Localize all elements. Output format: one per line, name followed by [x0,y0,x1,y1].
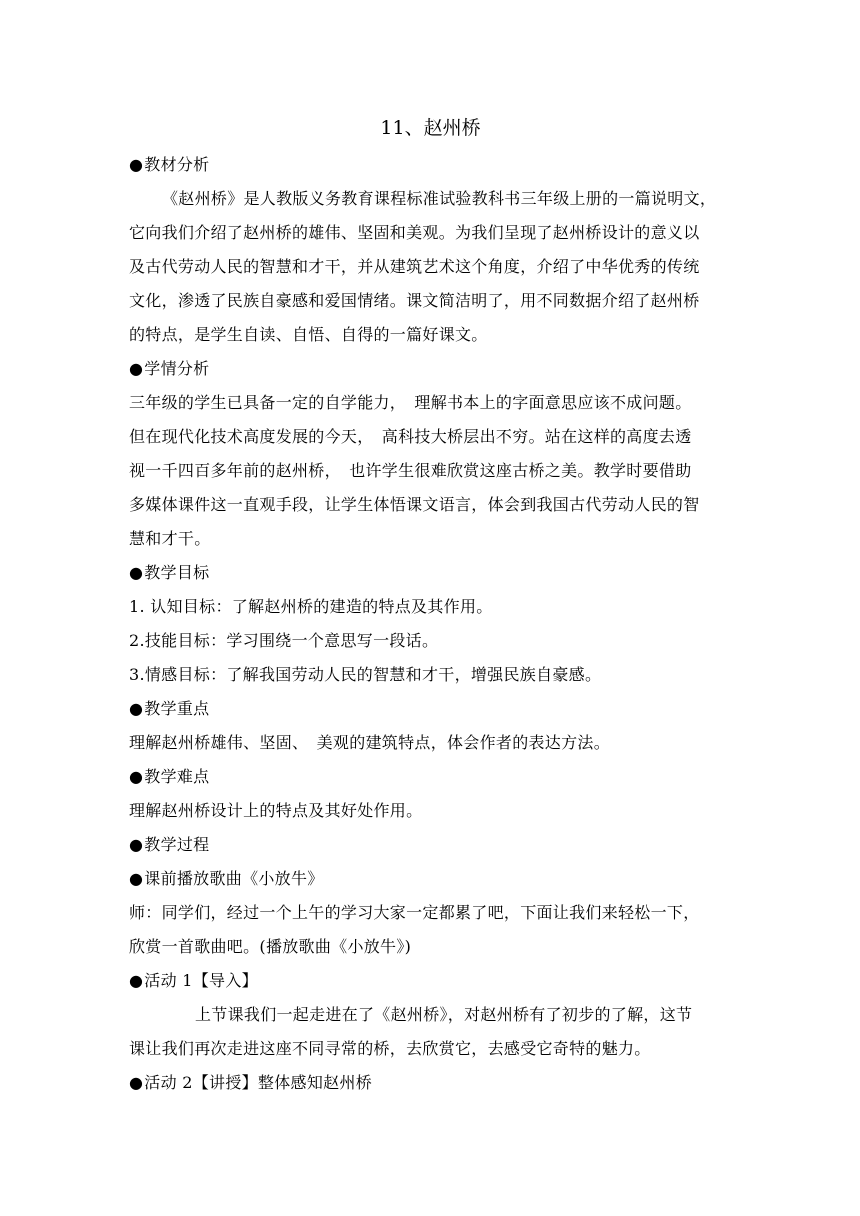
paragraph-line: 但在现代化技术高度发展的今天， 高科技大桥层出不穷。站在这样的高度去透 [129,427,692,446]
paragraph-line: 理解赵州桥雄伟、坚固、 美观的建筑特点，体会作者的表达方法。 [129,733,611,752]
section-heading-goals: ●教学目标 [129,563,210,582]
bullet-icon: ● [129,869,144,888]
paragraph-line: 上节课我们一起走进在了《赵州桥》，对赵州桥有了初步的了解，这节 [195,1005,693,1024]
list-item: 3.情感目标：了解我国劳动人民的智慧和才干，增强民族自豪感。 [129,665,602,684]
paragraph-line: 它向我们介绍了赵州桥的雄伟、坚固和美观。为我们呈现了赵州桥设计的意义以 [129,223,700,242]
paragraph-line: 及古代劳动人民的智慧和才干，并从建筑艺术这个角度，介绍了中华优秀的传统 [129,257,700,276]
bullet-icon: ● [129,563,144,582]
bullet-icon: ● [129,699,144,718]
paragraph-line: 理解赵州桥设计上的特点及其好处作用。 [129,801,423,820]
bullet-icon: ● [129,1073,144,1092]
section-heading-difficulty: ●教学难点 [129,767,210,786]
paragraph-line: 视一千四百多年前的赵州桥， 也许学生很难欣赏这座古桥之美。教学时要借助 [129,461,692,480]
page-title: 11、赵州桥 [380,117,481,139]
paragraph-line: 文化，渗透了民族自豪感和爱国情绪。课文简洁明了，用不同数据介绍了赵州桥 [129,291,700,310]
bullet-icon: ● [129,971,144,990]
section-heading-pre-class: ●课前播放歌曲《小放牛》 [129,869,324,888]
section-heading-focus: ●教学重点 [129,699,210,718]
bullet-icon: ● [129,767,144,786]
section-heading-students: ●学情分析 [129,359,210,378]
bullet-icon: ● [129,359,144,378]
list-item: 2.技能目标：学习围绕一个意思写一段话。 [129,631,439,650]
bullet-icon: ● [129,835,144,854]
paragraph-line: 课让我们再次走进这座不同寻常的桥，去欣赏它，去感受它奇特的魅力。 [129,1039,651,1058]
paragraph-line: 的特点，是学生自读、自悟、自得的一篇好课文。 [129,325,488,344]
paragraph-line: 欣赏一首歌曲吧。(播放歌曲《小放牛》) [129,937,412,956]
paragraph-line: 三年级的学生已具备一定的自学能力， 理解书本上的字面意思应该不成问题。 [129,393,692,412]
paragraph-line: 《赵州桥》是人教版义务教育课程标准试验教科书三年级上册的一篇说明文， [162,189,717,208]
paragraph-line: 多媒体课件这一直观手段，让学生体悟课文语言，体会到我国古代劳动人民的智 [129,495,700,514]
paragraph-line: 慧和才干。 [129,529,211,548]
list-item: 1. 认知目标：了解赵州桥的建造的特点及其作用。 [129,597,493,616]
section-heading-activity1: ●活动 1【导入】 [129,971,258,990]
section-heading-activity2: ●活动 2【讲授】整体感知赵州桥 [129,1073,373,1092]
section-heading-process: ●教学过程 [129,835,210,854]
section-heading-analysis: ●教材分析 [129,155,210,174]
paragraph-line: 师：同学们，经过一个上午的学习大家一定都累了吧，下面让我们来轻松一下， [129,903,700,922]
bullet-icon: ● [129,155,144,174]
